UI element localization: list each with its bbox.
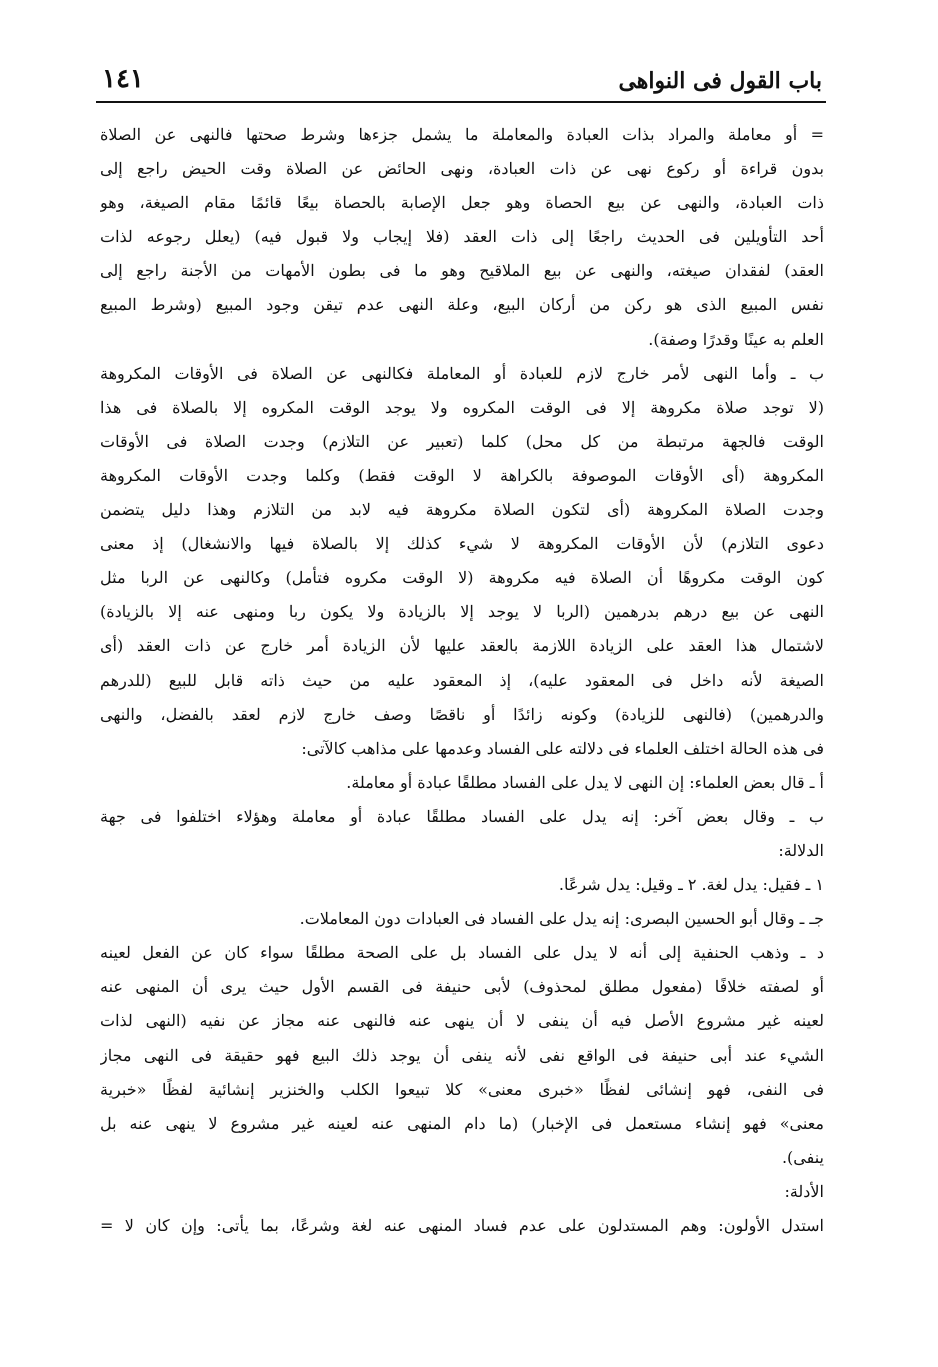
header-rule	[96, 101, 826, 103]
text-line: أو لصفته خلافًا (مفعول مطلق لمحذوف) لأبى حنيفة فى القسم الأول حيث يرى أن المنهى عنه	[100, 977, 824, 997]
text-line: استدل الأولون: وهم المستدلون على عدم فساد المنهى عنه لغة وشرعًا، بما يأتى: وإن كان لا =	[100, 1216, 824, 1235]
text-line: د ـ وذهب الحنفية إلى أنه لا يدل على الفساد بل على الصحة مطلقًا سواء كان عن الفعل لعينه	[100, 943, 824, 963]
text-line: أحد التأويلين فى الحديث راجعًا إلى ذات العقد (فلا إيجاب ولا قبول فيه) (يعلل رجوعه لذات	[100, 227, 824, 247]
text-line: معنى» فهو إنشاء مستعمل فى الإخبار) (ما دام المنهى عنه لعينه غير مشروع لا ينهى عنه بل	[100, 1113, 824, 1133]
text-line: النهى عن بيع درهم بدرهمين (الربا لا يوجد إلا بالزيادة ولا يكون ربا ومنهى عنه إلا بالزيادة)	[100, 602, 824, 622]
text-line: أ ـ قال بعض العلماء: إن النهى لا يدل على الفساد مطلقًا عبادة أو معاملة.	[346, 772, 824, 792]
text-line: فى النفى، فهو إنشائى لفظًا «خبرى معنى» كلا تبيعوا الكلب والخنزير إنشائية لفظًا «خبرية	[100, 1079, 824, 1099]
text-line: المكروهة (أى الأوقات الموصوفة بالكراهة لا الوقت فقط) وكلما وجدت الأوقات المكروهة	[100, 465, 824, 485]
text-line: لاشتمال هذا العقد على الزيادة اللازمة بالعقد عليها لأن الزيادة أمر خارج عن ذات العقد (أى	[100, 636, 824, 656]
text-line: دعوى التلازم) لأن الأوقات المكروهة لا شيء كذلك إلا بالصلاة فيها والانشغال) إذ معنى	[100, 534, 824, 554]
text-line: ١ ـ فقيل: يدل لغة. ٢ ـ وقيل: يدل شرعًا.	[558, 875, 824, 895]
text-line: نفس المبيع الذى هو ركن من أركان البيع، وعلة النهى عدم تيقن وجود المبيع (وشرط المبيع	[100, 295, 824, 315]
text-line: ذات العبادة، والنهى عن بيع الحصاة وهو جعل الإصابة بالحصاة بيعًا قائمًا مقام الصيغة، وهو	[100, 193, 824, 213]
page-header	[96, 62, 822, 98]
text-line: الدلالة:	[778, 840, 824, 860]
text-line: الشيء عند أبى حنيفة فى الواقع نفى لأنه ينفى أن يوجد ذلك البيع فهو حقيقة فى النهى مجاز	[100, 1045, 824, 1065]
text-line: والدرهمين) (فالنهى للزيادة) وكونه زائدًا أو ناقصًا وصف خارج لازم لعقد بالفضل، والنهى	[100, 704, 824, 724]
text-line: الصيغة لأنه داخل فى المعقود عليه)، إذ المعقود عليه من حيث ذاته قابل للبيع (للدرهم	[100, 670, 824, 690]
chapter-title: باب القول فى النواهى	[618, 68, 822, 94]
text-line: العلم به عينًا وقدرًا وصفة).	[648, 329, 824, 349]
text-line: (لا توجد صلاة مكروهة إلا فى الوقت المكروه ولا يوجد الوقت المكروه إلا بالصلاة فى هذا	[100, 397, 824, 417]
text-line: = أو معاملة والمراد بذات العبادة والمعاملة ما يشمل جزءها وشرط صحتها فالنهى عن الصلاة	[100, 125, 824, 144]
text-line: الأدلة:	[784, 1181, 824, 1201]
text-line: وجدت الصلاة المكروهة (أى لتكون الصلاة مكروهة فيه لابد من التلازم وهذا دليل يتضمن	[100, 500, 824, 520]
page-number: ١٤١	[102, 64, 144, 94]
text-line: فى هذه الحالة اختلف العلماء فى دلالته على الفساد وعدمها على مذاهب كالآتى:	[301, 738, 824, 758]
text-line: كون الوقت مكروهًا أن الصلاة فيه مكروهة (لا الوقت مكروه فتأمل) وكالنهى عن الربا مثل	[100, 568, 824, 588]
text-line: لعينه غير مشروع الأصل فيه أن ينفى لا أن ينهى عنه فالنهى عنه مجاز عن نفيه (النهى لذات	[100, 1011, 824, 1031]
text-line: ينفى).	[781, 1147, 824, 1167]
text-line: الوقت فالجهة مرتبطة من كل محل) كلما (تعبير عن التلازم) وجدت الصلاة فى الأوقات	[100, 431, 824, 451]
text-line: ب ـ وقال بعض آخر: إنه يدل على الفساد مطلقًا عبادة أو معاملة وهؤلاء اختلفوا فى جهة	[100, 806, 824, 826]
body-text	[100, 118, 824, 1243]
text-line: ب ـ وأما النهى لأمر خارج لازم للعبادة أو المعاملة فكالنهى عن الصلاة فى الأوقات المكروهة	[100, 363, 824, 383]
text-line: بدون قراءة أو ركوع نهى عن ذات العبادة، ونهى الحائض عن الصلاة وقت الحيض راجع إلى	[100, 159, 824, 179]
text-line: جـ ـ وقال أبو الحسين البصرى: إنه يدل على الفساد فى العبادات دون المعاملات.	[299, 909, 824, 929]
text-line: العقد) لفقدان صيغته، والنهى عن بيع الملاقيح وهو ما فى بطون الأمهات من الأجنة راجع إلى	[100, 261, 824, 281]
